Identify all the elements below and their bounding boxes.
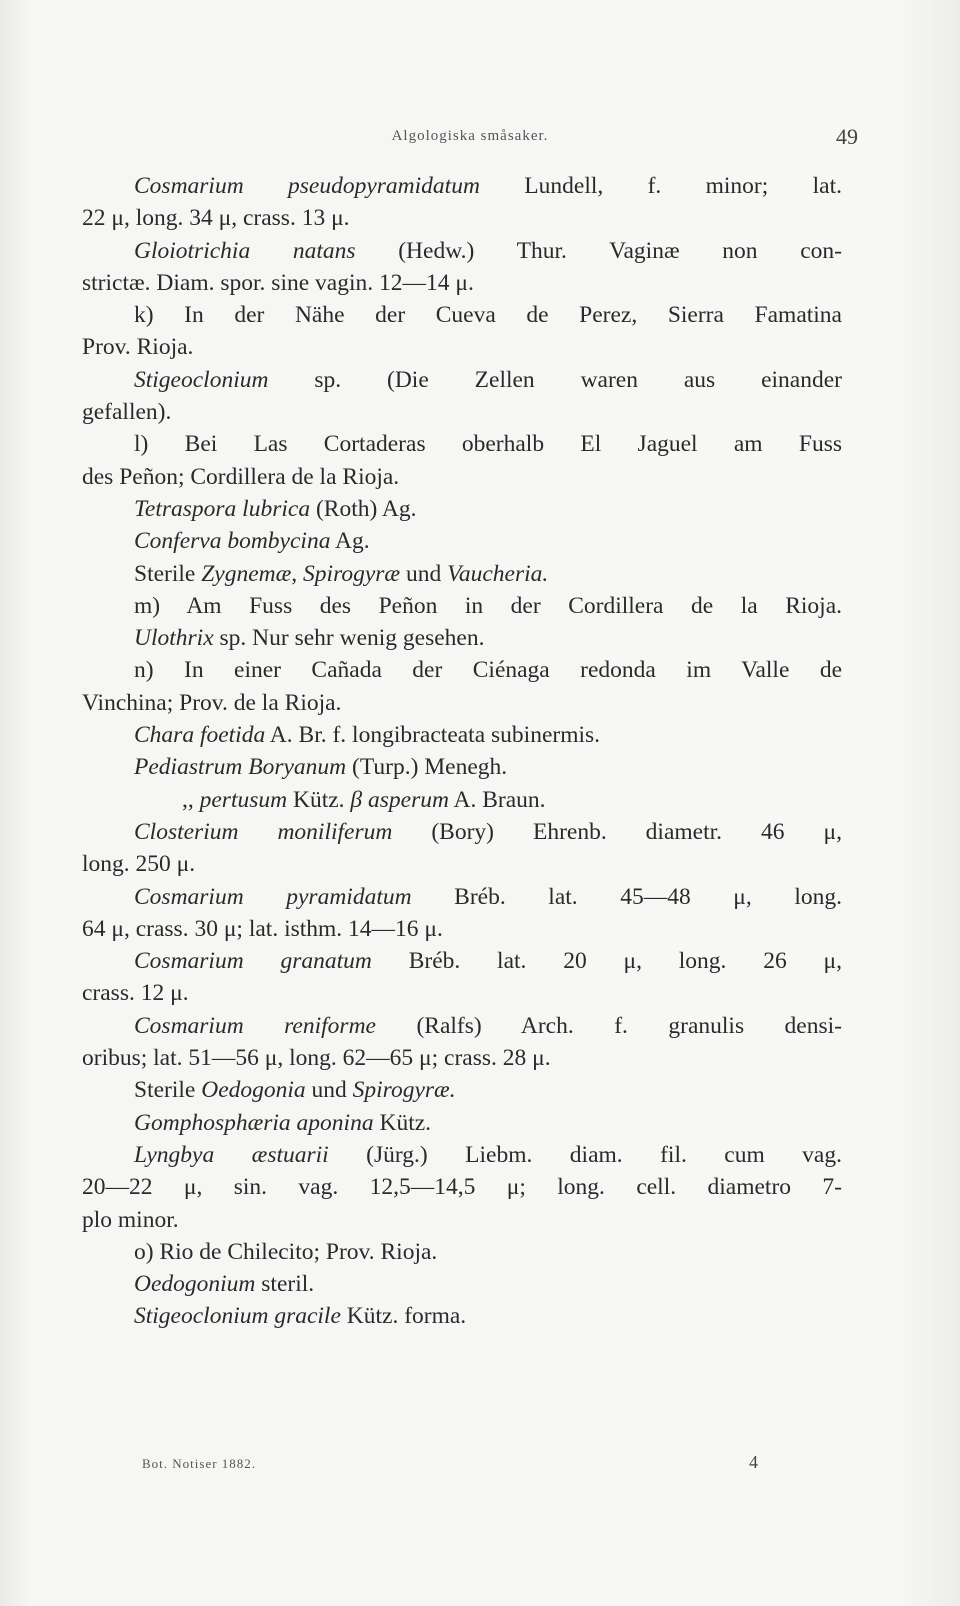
taxon-name: Closterium moniliferum: [134, 818, 393, 845]
line-text: oribus; lat. 51—56 μ, long. 62—65 μ; crass. 28 μ.: [82, 1045, 551, 1072]
page-number: 49: [836, 124, 858, 149]
text-line: [82, 977, 842, 1009]
text-line: [82, 1010, 842, 1042]
line-text: A. Br. f. longibracteata subinermis.: [265, 722, 601, 749]
taxon-name: Stigeoclonium: [134, 366, 269, 393]
line-text: k) In der Nähe der Cueva de Perez, Sierra Famatina: [134, 302, 842, 329]
text-line: [82, 558, 842, 590]
text-line: [82, 913, 842, 945]
text-line: [82, 493, 842, 525]
line-text: sp. Nur sehr wenig gesehen.: [213, 625, 485, 652]
line-text: Bréb. lat. 20 μ, long. 26 μ,: [371, 948, 842, 975]
taxon-name: Spirogyræ.: [352, 1077, 456, 1104]
page-header: [82, 124, 858, 154]
line-text: 64 μ, crass. 30 μ; lat. isthm. 14—16 μ.: [82, 915, 443, 942]
taxon-name: Chara foetida: [134, 722, 266, 749]
line-text: 22 μ, long. 34 μ, crass. 13 μ.: [82, 205, 350, 232]
text-line: [82, 428, 842, 460]
line-text: A. Braun.: [448, 786, 546, 813]
taxon-name: Zygnemæ, Spirogyræ: [201, 560, 401, 587]
taxon-name: Pediastrum Boryanum: [134, 754, 347, 781]
line-text: 20—22 μ, sin. vag. 12,5—14,5 μ; long. cell. diametro 7-: [82, 1174, 842, 1201]
text-line: [82, 1236, 842, 1268]
line-text: strictæ. Diam. spor. sine vagin. 12—14 μ.: [82, 269, 474, 296]
running-title: Algologiska småsaker.: [391, 128, 549, 144]
text-line: [82, 396, 842, 428]
text-line: [82, 622, 842, 654]
text-line: [82, 525, 842, 557]
line-text: sp. (Die Zellen waren aus einander: [268, 366, 842, 393]
text-line: [82, 331, 842, 363]
line-text: des Peñon; Cordillera de la Rioja.: [82, 463, 400, 490]
line-text: steril.: [255, 1271, 315, 1298]
line-text: n) In einer Cañada der Ciénaga redonda im Valle de: [134, 657, 842, 684]
line-text: (Bory) Ehrenb. diametr. 46 μ,: [392, 818, 842, 845]
text-line: [82, 881, 842, 913]
taxon-name: β asperum: [350, 786, 449, 813]
taxon-name: Stigeoclonium gracile: [134, 1303, 341, 1330]
taxon-name: Tetraspora lubrica: [134, 495, 311, 522]
page-footer: [82, 1452, 842, 1478]
text-line: [82, 1204, 842, 1236]
line-text: l) Bei Las Cortaderas oberhalb El Jaguel am Fuss: [134, 431, 842, 458]
text-line: [82, 687, 842, 719]
taxon-name: Gloiotrichia natans: [134, 237, 356, 264]
taxon-name: Oedogonium: [134, 1271, 256, 1298]
line-text: m) Am Fuss des Peñon in der Cordillera de la Rioja.: [134, 592, 842, 619]
body-text: [82, 170, 842, 1333]
taxon-name: Conferva bombycina: [134, 528, 331, 555]
line-text: Sterile: [134, 1077, 202, 1104]
taxon-name: Oedogonia: [201, 1077, 306, 1104]
taxon-name: Cosmarium granatum: [134, 948, 372, 975]
taxon-name: Ulothrix: [134, 625, 214, 652]
line-text: long. 250 μ.: [82, 851, 196, 878]
line-text: und: [400, 560, 448, 587]
taxon-name: Gomphosphæria aponina: [134, 1109, 374, 1136]
line-text: gefallen).: [82, 399, 172, 426]
text-line: [82, 170, 842, 202]
line-text: plo minor.: [82, 1206, 179, 1233]
taxon-name: Vaucheria.: [447, 560, 549, 587]
taxon-name: Lyngbya æstuarii: [134, 1141, 329, 1168]
text-line: [82, 1300, 842, 1332]
text-line: [82, 654, 842, 686]
line-text: (Jürg.) Liebm. diam. fil. cum vag.: [328, 1141, 842, 1168]
line-text: Ag.: [330, 528, 370, 555]
text-line: [82, 299, 842, 331]
text-line: [82, 751, 842, 783]
line-text: Bréb. lat. 45—48 μ, long.: [411, 883, 842, 910]
line-text: Prov. Rioja.: [82, 334, 194, 361]
line-text: Kütz.: [287, 786, 351, 813]
text-line: [82, 1042, 842, 1074]
line-text: ,,: [182, 786, 200, 813]
text-line: [82, 719, 842, 751]
line-text: Lundell, f. minor; lat.: [479, 173, 842, 199]
line-text: o) Rio de Chilecito; Prov. Rioja.: [134, 1238, 438, 1265]
text-line: [82, 1171, 842, 1203]
taxon-name: pertusum: [199, 786, 288, 813]
text-line: [82, 1139, 842, 1171]
text-line: [82, 235, 842, 267]
text-line: [82, 1107, 842, 1139]
line-text: (Roth) Ag.: [310, 495, 417, 522]
text-line: [82, 364, 842, 396]
line-text: (Ralfs) Arch. f. granulis densi-: [375, 1012, 842, 1039]
text-line: [82, 784, 842, 816]
taxon-name: Cosmarium pyramidatum: [134, 883, 412, 910]
taxon-name: Cosmarium pseudopyramidatum: [134, 173, 480, 199]
line-text: Sterile: [134, 560, 202, 587]
signature-note: Bot. Notiser 1882.: [142, 1456, 257, 1471]
taxon-name: Cosmarium reniforme: [134, 1012, 376, 1039]
text-line: [82, 945, 842, 977]
line-text: (Turp.) Menegh.: [346, 754, 508, 781]
line-text: Vinchina; Prov. de la Rioja.: [82, 689, 342, 716]
line-text: crass. 12 μ.: [82, 980, 189, 1007]
line-text: (Hedw.) Thur. Vaginæ non con-: [355, 237, 842, 264]
text-line: [82, 1268, 842, 1300]
line-text: Kütz. forma.: [340, 1303, 467, 1330]
signature-number: 4: [749, 1452, 758, 1472]
text-line: [82, 202, 842, 234]
line-text: Kütz.: [373, 1109, 432, 1136]
text-line: [82, 590, 842, 622]
text-line: [82, 848, 842, 880]
text-line: [82, 461, 842, 493]
line-text: und: [305, 1077, 353, 1104]
text-line: [82, 816, 842, 848]
text-line: [82, 267, 842, 299]
text-line: [82, 1074, 842, 1106]
